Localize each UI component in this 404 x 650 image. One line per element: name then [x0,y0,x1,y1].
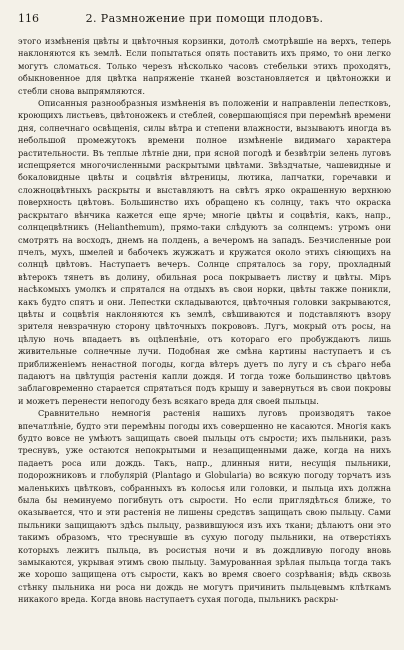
page-number: 116 [18,12,39,25]
running-title: 2. Размножение при помощи плодовъ. [85,12,324,25]
paragraph: Сравнительно немногія растенія нашихъ луговъ производятъ такое впечатлѣніе, будто эти перемѣны погоды ихъ совершенно не касаются. Многія какъ будто вовсе не умѣютъ защищать своей пыльцы отъ сырости; ихъ пыльники, разъ треснувъ, уже остаются непокрытыми и незащищенными даже, когда на нихъ падаетъ роса или дождь. Такъ, напр., длинныя нити, несущія пыльники, подорожниковъ и глобулярій (Plantago и Globularia) во всякую погоду торчатъ изъ маленькихъ цвѣтковъ, собранныхъ въ колосья или головки, и пыльца ихъ должна была бы неминуемо погибнуть отъ сырости. Но если приглядѣться ближе, то оказывается, что и эти растенія не лишены средствъ защищать свою пыльцу. Сами пыльники защищаютъ здѣсь пыльцу, развившуюся изъ ихъ ткани; дѣлаютъ они это такимъ образомъ, что треснувшіе въ сухую погоду пыльники, на отверстіяхъ которыхъ лежитъ пыльца, въ росистыя ночи и въ дождливую погоду вновь замыкаются, укрывая этимъ свою пыльцу. Замурованная зрѣлая пыльца тогда такъ же хорошо защищена отъ сырости, какъ во время своего созрѣванія; вѣдь сквозь стѣнку пыльника ни роса ни дождь не могутъ причинить пыльцевымъ клѣткамъ никакого вреда. Когда вновь наступаетъ сухая погода, пыльникъ раскры- [18,408,391,605]
paragraph: Описанныя разнообразныя измѣненія въ положеніи и направленіи лепестковъ, кроющихъ листьевъ, цвѣтоножекъ и стеблей, совершающіяся при перемѣнѣ времени дня, солнечнаго освѣщенія, силы вѣтра и степени влажности, вызываютъ иногда въ небольшой промежутокъ времени полное измѣненіе видимаго характера растительности. Въ теплые лѣтніе дни, при ясной погодѣ и безвѣтріи зелень луговъ испещряется многочисленными раскрытыми цвѣтами. Звѣздчатые, чашевидные и бокаловидные цвѣты и соцвѣтія вѣтреницы, лютика, лапчатки, горечавки и сложноцвѣтныхъ раскрыты и выставляютъ на свѣтъ ярко окрашенную верхнюю поверхность цвѣтовъ. Большинство ихъ обращено къ солнцу, такъ что окраска раскрытаго вѣнчика кажется еще ярче; многіе цвѣты и соцвѣтія, какъ, напр., солнцецвѣтникъ (Helianthemum), прямо-таки слѣдуютъ за солнцемъ: утромъ они смотрятъ на восходъ, днемъ на полдень, а вечеромъ на западъ. Безчисленные рои пчелъ, мухъ, шмелей и бабочекъ жужжатъ и кружатся около этихъ сіяющихъ на солнцѣ цвѣтовъ. Наступаетъ вечеръ. Солнце спряталось за гору, прохладный вѣтерокъ тянетъ въ долину, обильная роса покрываетъ листву и цвѣты. Міръ насѣкомыхъ умолкъ и спрятался на отдыхъ въ свои норки, цвѣты также поникли, какъ будто спятъ и они. Лепестки складываются, цвѣточныя головки закрываются, цвѣты и соцвѣтія наклоняются къ землѣ, свѣшиваются и подставляютъ взору зрителя невзрачную сторону цвѣточныхъ покрововъ. Лугъ, мокрый отъ росы, на цѣлую ночь впадаетъ въ оцѣпенѣніе, отъ котораго его пробуждаютъ лишь живительные солнечные лучи. Подобная же смѣна картины наступаетъ и съ приближеніемъ ненастной погоды, когда вѣтеръ дуетъ по лугу и съ сѣраго неба падаютъ на цвѣтущія растенія капли дождя. И тогда тоже большинство цвѣтовъ заблаговременно старается спрятаться подъ крышу и завернуться въ свои покровы и можетъ перенести непогоду безъ всякаго вреда для своей пыльцы. [18,98,391,406]
page-header [18,11,391,27]
body-text [18,35,391,606]
paragraph-continued: этого измѣненія цвѣты и цвѣточныя корзинки, дотолѣ смотрѣвшіе на верхъ, теперь наклоняются къ землѣ. Если попытаться опять поставить ихъ прямо, то они легко могутъ сломаться. Только черезъ нѣсколько часовъ стебельки этихъ проходятъ, обыкновенное для цвѣтка напряженіе тканей возстановляется и цвѣтоножки и стебли снова выпрямляются. [18,36,391,96]
